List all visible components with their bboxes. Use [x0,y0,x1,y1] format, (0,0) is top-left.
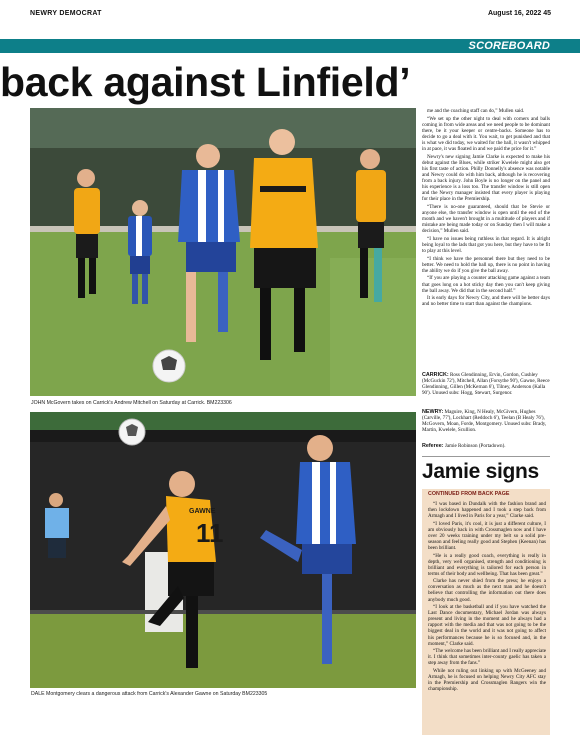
team-label: Referee: [422,443,444,449]
team-label: CARRICK: [422,372,449,378]
sidebar-headline: Jamie signs [422,460,539,483]
sidebar-paragraph: “The welcome has been brilliant and I really appreciate it. I think that sometimes inter-county gaelic has taken a step away from the fans.” [428,648,546,667]
team-list: Jamie Robinson (Portadown). [444,443,506,449]
team-label: NEWRY: [422,409,444,415]
publication-name: NEWRY DEMOCRAT [30,10,102,17]
sidebar-paragraph: Clarke has never shied from the press; he enjoys a conversation as much as the next man and he doesn't believe that controlling the information out there does anybody much good. [428,578,546,603]
body-paragraph: “There is no-one guaranteed, should that be Stevie or anyone else, the transfer window is open until the end of the month and we haven't brought in a multitude of players and if mistake are being made today or on Sunday then I will make a decision,” Mullen said. [422,203,550,235]
body-paragraph: It is early days for Newry City, and there will be better days and no better time to start than against the champions. [422,295,550,308]
body-paragraph: “We set up the other night to deal with corners and balls coming in from wide areas and we need people to be dominant there, be it your keeper or centre-backs. Someone has to decide to go a deal with it. You wait, to get punished and that is what we did today, we waited for the ball, it wasn't whipped in at pace, it was floated in and we paid the price for it.” [422,115,551,153]
sidebar-paragraph: “I look at the basketball and if you have watched the Last Dance documentary, Michael Jordan was always present and living in the moment and he always had a rapport with the media and that was not going to be the biggest deal in the world and it was not going to affect his performances because he is so focused and, in the moment,” Clarke said. [428,604,546,647]
sidebar-body [428,501,546,694]
article-body [422,108,550,309]
page-headline: back against Linfield’ [0,59,411,105]
team-list: Ross Glendinning, Ervin, Gordon, Cushley (McGuckin 72'), Mitchell, Allan (Forsythe 90'), Gawne, Reece Glendinning, Gillen (McKernan 6'), Tilney, Anderson (Kalla 90'). Unused subs: Hogg, Stewart, Surgenor. [422,372,550,397]
match-photo-2 [30,412,416,688]
player-number-on-shirt: 11 [196,518,224,548]
team-list: Maguire, King, N Healy, McGivern, Hughes (Carville, 77'), Lockhart (Reddoch 6'), Teelan (B Healy 76'), McGovern, Moan, Forde, Montgomery. Unused subs: Brady, Martin, Kwelele, Scullion. [422,409,547,434]
body-paragraph: “I think we have the personnel there but they need to be better. We need to hold the ball up, there is no point in having the ability we do if you give the ball away. [422,255,550,274]
referee-line [422,443,550,449]
body-paragraph: Newry's new signing Jamie Clarke is expected to make his debut against the Blues, while striker Kwelele might also get his first taste of action. Philly Donnelly's absence was notable and Newry could do with him back, although he is recovering from a back injury. John Boyle is no longer on the panel and his experience is a loss too. The transfer window is still open and the Newry manager insisted that every player is playing for their place in the Premiership. [422,153,550,203]
photo-2-illustration [30,412,416,688]
body-paragraph: “I have no issues being ruthless in that regard. It is alright being loyal to the lads that got you here, but they have to be fit to play at this level. [422,235,550,255]
section-label: SCOREBOARD [468,40,550,52]
sidebar-paragraph: While not ruling out linking up with McGeeney and Armagh, he is focused on helping Newry City AFC stay in the Premiership and Crossmaglen Rangers win the championship. [428,667,546,693]
body-paragraph: “If you are playing a counter attacking game against a team that goes long on a hot sticky day then you can't keep giving the ball away. We did that in the second half.” [422,275,550,294]
player-name-on-shirt: GAWNE [189,508,216,515]
team-lineup-carrick [422,372,550,396]
sidebar-paragraph: “I loved Paris, it's cool, it is just a different culture, I am obviously back in with Crossmaglen now and I have over 20 weeks training under my belt so a solid pre-season and feeling really good and Stephen (Keenan) has been brilliant. [428,520,546,552]
photo-1-illustration [30,108,416,396]
column-divider [422,456,550,457]
team-lineup-newry [422,409,550,433]
issue-date: August 16, 2022 45 [487,10,551,17]
continued-label: CONTINUED FROM BACK PAGE [428,491,510,497]
sidebar-paragraph: “I was based in Dundalk with the fashion brand and then lockdown happened and I took a step back from Armagh and I lived in Paris for a year,” Clarke said. [428,501,546,520]
photo-2-caption: DALE Montgomery clears a dangerous attack from Carrick's Alexander Gawne on Saturday BM223305 [31,691,268,697]
photo-1-caption: JOHN McGovern takes on Carrick's Andrew Mitchell on Saturday at Carrick. BM223306 [31,400,232,406]
body-paragraph: me and the coaching staff can do,” Mullen said. [427,108,525,114]
match-photo-1 [30,108,416,396]
sidebar-paragraph: “He is a really good coach, everything is really in depth, very well organised, strength and conditioning is brilliant and everything is tailored for each person in terms of their body and wellbeing. That has been great.” [428,552,546,577]
